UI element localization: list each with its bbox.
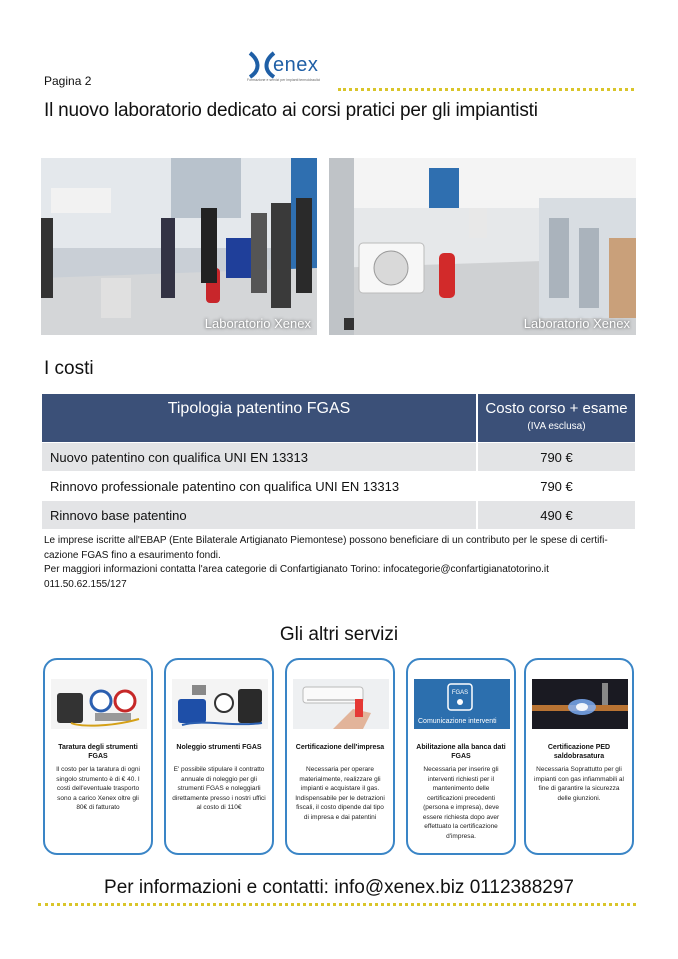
logo-tagline: Formazione e servizi per impianti termoidraulici <box>247 78 321 82</box>
table-row <box>42 501 635 529</box>
contact-phone-note: 011.50.62.155/127 <box>44 578 127 590</box>
service-card-description: Necessaria per operare materialmente, realizzare gli impianti e acquistare il gas. Indispensabile per le detrazioni fiscali, il costo dipende dal tipo di impresa e dai patentini <box>295 766 385 821</box>
ebap-note: Le imprese iscritte all'EBAP (Ente Bilaterale Artigianato Piemontese) possono beneficiare di un contributo per le spese di certifi- cazione FGAS fino a esaurimento fondi. <box>44 535 608 561</box>
lab-photo-1 <box>41 158 317 335</box>
service-card-company-certification <box>285 658 395 855</box>
fgas-image-caption: Comunicazione interventi <box>418 718 497 725</box>
cost-table-header-row <box>42 394 635 442</box>
course-name: Rinnovo professionale patentino con qualifica UNI EN 13313 <box>42 472 476 500</box>
service-card-image <box>414 679 510 729</box>
lab-photo-2-image <box>329 158 636 335</box>
lab-photo-2 <box>329 158 636 335</box>
air-conditioner-icon <box>293 679 389 729</box>
cost-table-header-type: Tipologia patentino FGAS <box>42 394 476 442</box>
ebap-notes <box>44 534 634 592</box>
page-label: Pagina 2 <box>44 74 92 88</box>
logo-text: enex <box>273 54 319 76</box>
service-card-image <box>293 679 389 729</box>
table-row <box>42 443 635 471</box>
tool-kit-icon <box>172 679 268 729</box>
costs-section-title: I costi <box>44 358 94 379</box>
footer-dotted-rule <box>38 903 636 906</box>
service-card-image <box>172 679 268 729</box>
services-section-title: Gli altri servizi <box>279 624 399 645</box>
brazing-torch-icon <box>532 679 628 729</box>
service-card-description: E' possibile stipulare il contratto annuale di noleggio per gli strumenti FGAS e noleggiarli direttamente presso i nostri uffici al costo di 110€ <box>172 766 266 811</box>
service-card-description: Necessaria Soprattutto per gli impianti con gas infiammabili al fine di garantire la sicurezza delle giunzioni. <box>534 766 624 802</box>
manifold-gauge-icon <box>51 679 147 729</box>
cost-table-header-cost <box>476 394 635 442</box>
header-dotted-rule <box>338 88 634 91</box>
service-card-description: Necessaria per inserire gli interventi richiesti per il mantenimento delle certificazioni precedenti (persona e impresa), deve essere richiesta dopo aver effettuato la certificazione d'impresa. <box>422 766 500 840</box>
cost-header-main: Costo corso + esame <box>485 400 628 417</box>
service-card-image <box>51 679 147 729</box>
fgas-badge-text: FGAS <box>451 690 469 696</box>
service-card-rental <box>164 658 274 855</box>
contact-category-note: Per maggiori informazioni contatta l'area categorie di Confartigianato Torino: infocategorie@confartigianatotorino.it <box>44 564 549 575</box>
fgas-communication-icon <box>414 679 510 729</box>
lab-photo-1-caption: Laboratorio Xenex <box>204 316 311 331</box>
course-price: 790 € <box>476 472 635 500</box>
xenex-logo <box>247 50 337 86</box>
service-card-title: Taratura degli strumenti FGAS <box>58 744 138 760</box>
lab-photo-1-image <box>41 158 317 335</box>
course-name: Rinnovo base patentino <box>42 501 476 529</box>
cost-table <box>42 393 635 530</box>
table-row <box>42 472 635 500</box>
service-card-calibration <box>43 658 153 855</box>
service-card-description: Il costo per la taratura di ogni singolo strumento è di € 40. I costi dell'eventuale trasporto sono a carico Xenex oltre gli 80€ di fatturato <box>56 766 140 811</box>
service-card-title: Certificazione dell'impresa <box>295 744 385 751</box>
cost-header-note: (IVA esclusa) <box>527 421 586 432</box>
course-name: Nuovo patentino con qualifica UNI EN 13313 <box>42 443 476 471</box>
service-card-title: Abilitazione alla banca dati FGAS <box>416 744 506 760</box>
course-price: 790 € <box>476 443 635 471</box>
course-price: 490 € <box>476 501 635 529</box>
service-card-title: Noleggio strumenti FGAS <box>176 744 262 751</box>
lab-photo-2-caption: Laboratorio Xenex <box>523 316 630 331</box>
service-card-ped-brazing <box>524 658 634 855</box>
contact-line: Per informazioni e contatti: info@xenex.biz 0112388297 <box>104 877 574 898</box>
service-card-image <box>532 679 628 729</box>
service-card-title: Certificazione PED saldobrasatura <box>547 744 611 760</box>
service-card-fgas-database <box>406 658 516 855</box>
page-headline: Il nuovo laboratorio dedicato ai corsi pratici per gli impiantisti <box>44 100 538 121</box>
